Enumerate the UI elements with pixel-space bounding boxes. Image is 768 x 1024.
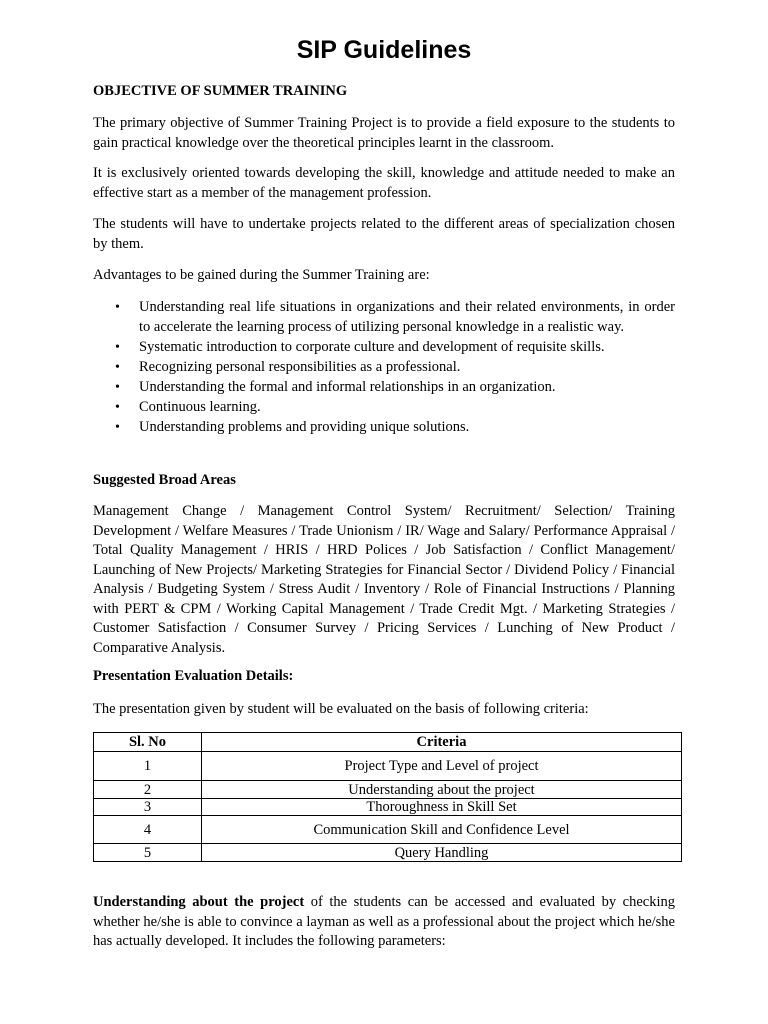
understanding-text: of the students can be accessed and evaluated by checking whether he/she is able to convince a layman as well as a professional about the project which he/she has actually developed. It includes the following parameters: [93,894,675,949]
criteria-cell: Project Type and Level of project [202,752,682,781]
list-item [93,338,675,358]
bullet-icon: • [115,339,120,355]
table-row [94,752,682,781]
advantages-list [93,298,675,438]
page-title: SIP Guidelines [296,36,472,64]
list-item-text: Recognizing personal responsibilities as a professional. [139,358,461,375]
sl-no-cell: 3 [94,799,202,816]
sl-no-cell: 4 [94,816,202,844]
table-row [94,816,682,844]
list-item-text: Understanding problems and providing unique solutions. [139,418,470,435]
list-item [93,298,675,337]
list-item-text: Understanding real life situations in organizations and their related environments, in order to accelerate the learning process of utilizing personal knowledge in a realistic way. [139,299,675,335]
criteria-cell: Communication Skill and Confidence Level [202,816,682,844]
criteria-cell: Understanding about the project [202,781,682,799]
sl-no-cell: 5 [94,844,202,862]
presentation-intro: The presentation given by student will be evaluated on the basis of following criteria: [93,701,589,717]
objective-paragraph-2: It is exclusively oriented towards developing the skill, knowledge and attitude needed to make an effective start as a member of the management profession. [93,165,675,201]
criteria-table [93,732,682,862]
objective-paragraph-3: The students will have to undertake projects related to the different areas of specialization chosen by them. [93,216,675,252]
list-item [93,378,675,398]
understanding-lead: Understanding about the project [93,894,305,910]
bullet-icon: • [115,399,120,415]
bullet-icon: • [115,300,120,315]
broad-areas-text: Management Change / Management Control System/ Recruitment/ Selection/ Training Development / Welfare Measures / Trade Unionism / IR/ Wage and Salary/ Performance Appraisal / Total Quality Management / HRIS / HRD Polices / Job Satisfaction / Conflict Management/ Launching of New Projects/ Marketing Strategies for Financial Sector / Dividend Policy / Financial Analysis / Budgeting System / Stress Audit / Inventory / Role of Financial Instructions / Planning with PERT & CPM / Working Capital Management / Trade Credit Mgt. / Marketing Strategies / Customer Satisfaction / Consumer Survey / Pricing Services / Lunching of New Product / Comparative Analysis. [93,503,675,656]
criteria-cell: Thoroughness in Skill Set [202,799,682,816]
presentation-heading: Presentation Evaluation Details: [93,668,294,684]
table-header-row [94,733,682,752]
list-item-text: Understanding the formal and informal relationships in an organization. [139,378,556,395]
objective-heading: OBJECTIVE OF SUMMER TRAINING [93,83,348,99]
understanding-paragraph [93,893,675,952]
sl-no-header: Sl. No [94,733,202,752]
list-item-text: Systematic introduction to corporate culture and development of requisite skills. [139,338,605,355]
sl-no-cell: 2 [94,781,202,799]
table-row [94,799,682,816]
advantages-intro: Advantages to be gained during the Summer Training are: [93,267,430,283]
criteria-cell: Query Handling [202,844,682,862]
table-row [94,844,682,862]
list-item [93,398,675,418]
list-item [93,418,675,438]
bullet-icon: • [115,419,120,435]
objective-paragraph-1: The primary objective of Summer Training Project is to provide a field exposure to the students to gain practical knowledge over the theoretical principles learnt in the classroom. [93,115,675,151]
criteria-header: Criteria [202,733,682,752]
broad-areas-heading: Suggested Broad Areas [93,472,236,488]
bullet-icon: • [115,379,120,395]
list-item [93,358,675,378]
table-row [94,781,682,799]
bullet-icon: • [115,359,120,375]
sl-no-cell: 1 [94,752,202,781]
list-item-text: Continuous learning. [139,398,261,415]
